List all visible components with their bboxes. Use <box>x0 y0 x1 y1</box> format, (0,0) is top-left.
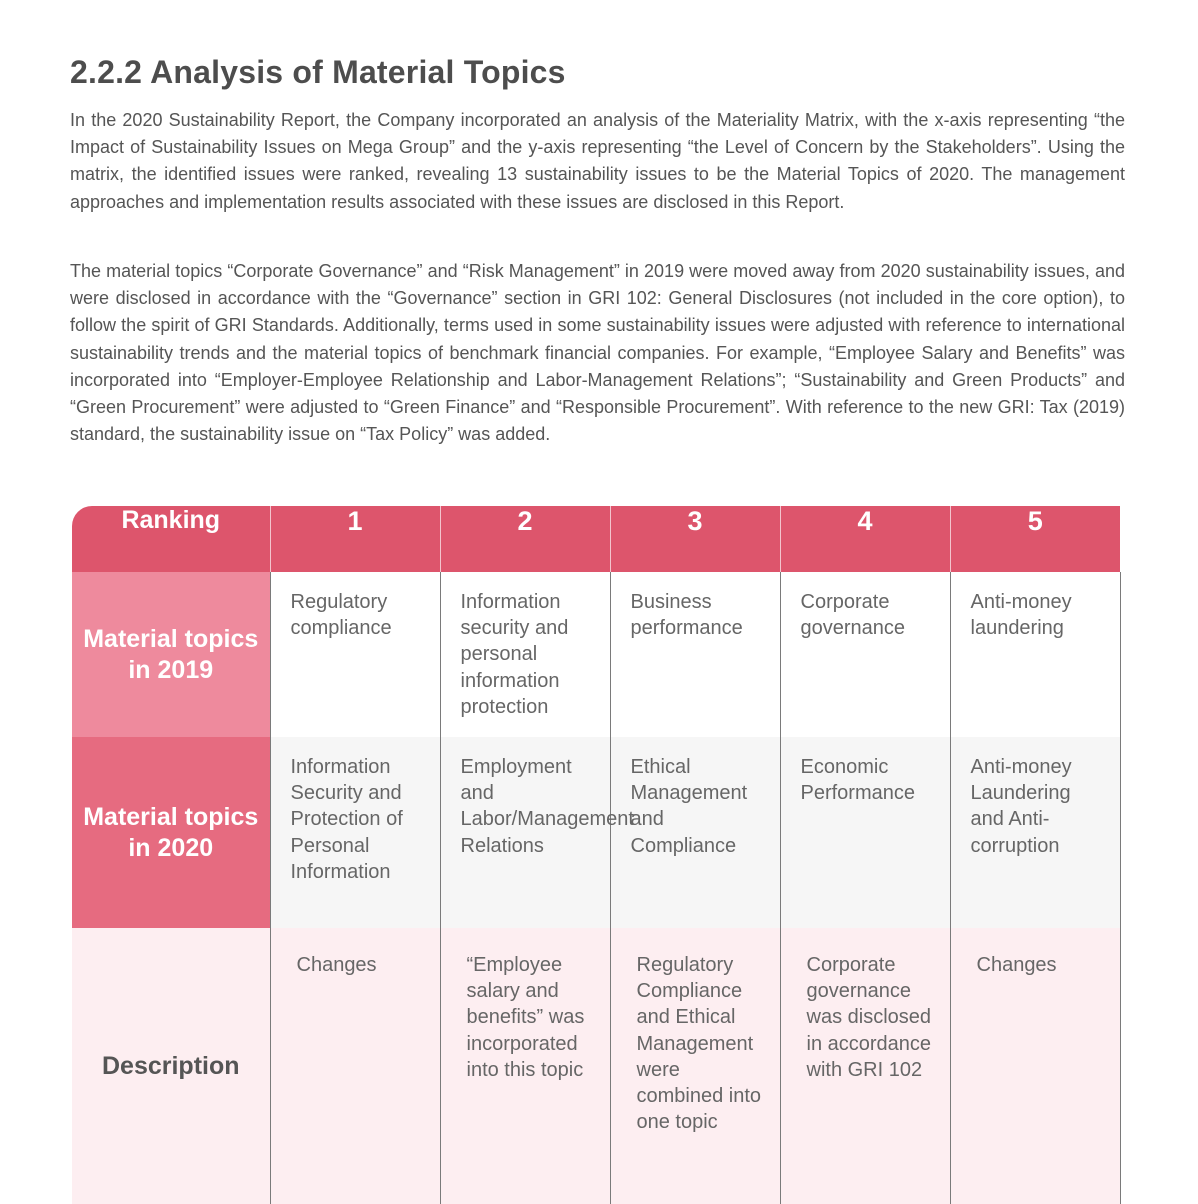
topic-2020-rank-4: Economic Performance <box>780 737 950 928</box>
rank-2: 2 <box>440 506 610 572</box>
rank-5: 5 <box>950 506 1120 572</box>
rank-1: 1 <box>270 506 440 572</box>
description-rank-3: Regulatory Compliance and Ethical Management were combined into one topic <box>610 928 780 1204</box>
topic-2020-rank-5: Anti-money Laundering and Anti-corruption <box>950 737 1120 928</box>
description-rank-4: Corporate governance was disclosed in accordance with GRI 102 <box>780 928 950 1204</box>
topic-2020-rank-1: Information Security and Protection of Personal Information <box>270 737 440 928</box>
topics-2020-row <box>72 737 1120 928</box>
material-topics-table <box>72 506 1121 1204</box>
intro-paragraph: In the 2020 Sustainability Report, the Company incorporated an analysis of the Materiality Matrix, with the x-axis representing “the Impact of Sustainability Issues on Mega Group” and the y-axis representing “the Level of Concern by the Stakeholders”. Using the matrix, the identified issues were ranked, revealing 13 sustainability issues to be the Material Topics of 2020. The management approaches and implementation results associated with these issues are disclosed in this Report. <box>70 110 1125 212</box>
changes-paragraph: The material topics “Corporate Governance” and “Risk Management” in 2019 were moved away from 2020 sustainability issues, and were disclosed in accordance with the “Governance” section in GRI 102: General Disclosures (not included in the core option), to follow the spirit of GRI Standards. Additionally, terms used in some sustainability issues were adjusted with reference to international sustainability trends and the material topics of benchmark financial companies. For example, “Employee Salary and Benefits” was incorporated into “Employer-Employee Relationship and Labor-Management Relations”; “Sustainability and Green Products” and “Green Procurement” were adjusted to “Green Finance” and “Responsible Procurement”. With reference to the new GRI: Tax (2019) standard, the sustainability issue on “Tax Policy” was added. <box>70 261 1125 445</box>
topic-2019-rank-2: Information security and personal information protection <box>440 572 610 737</box>
description-rank-2: “Employee salary and benefits” was incorporated into this topic <box>440 928 610 1204</box>
topics-2019-row <box>72 572 1120 737</box>
topic-2019-rank-1: Regulatory compliance <box>270 572 440 737</box>
rank-3: 3 <box>610 506 780 572</box>
topic-2020-rank-3: Ethical Management and Compliance <box>610 737 780 928</box>
description-row <box>72 928 1120 1204</box>
rank-4: 4 <box>780 506 950 572</box>
topic-2020-rank-2: Employment and Labor/Management Relations <box>440 737 610 928</box>
page-title: 2.2.2 Analysis of Material Topics <box>70 54 566 90</box>
ranking-header-row <box>72 506 1120 572</box>
topics-2020-label: Material topics in 2020 <box>72 737 270 928</box>
description-rank-5: Changes <box>950 928 1120 1204</box>
topic-2019-rank-4: Corporate governance <box>780 572 950 737</box>
description-rank-1: Changes <box>270 928 440 1204</box>
topics-2019-label: Material topics in 2019 <box>72 572 270 737</box>
topic-2019-rank-5: Anti-money laundering <box>950 572 1120 737</box>
topic-2019-rank-3: Business performance <box>610 572 780 737</box>
ranking-label: Ranking <box>72 506 270 572</box>
description-label: Description <box>72 928 270 1204</box>
